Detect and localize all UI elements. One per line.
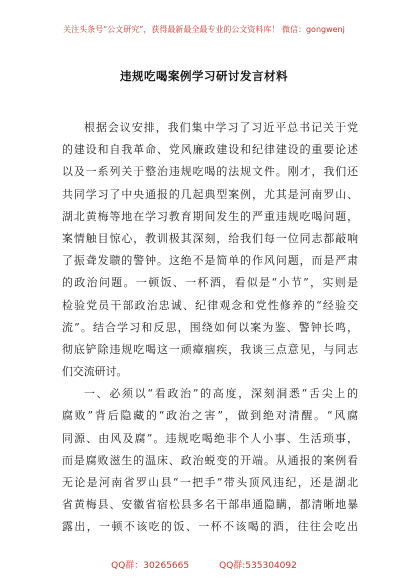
body-line: 案情触目惊心，教训极其深刻，给我们每一位同志都敲响 <box>62 231 358 245</box>
body-line: 露出，一顿不该吃的饭、一杯不该喝的酒，往往会吃出 <box>62 520 358 534</box>
body-line: 共同学习了中央通报的几起典型案例，尤其是河南罗山、 <box>62 187 358 201</box>
body-line: 省黄梅县、安徽省宿松县多名干部串通隐瞒，都清晰地暴 <box>62 498 358 512</box>
document-body <box>62 117 358 539</box>
document-title: 违规吃喝案例学习研讨发言材料 <box>120 69 288 83</box>
body-line: 湖北黄梅等地在学习教育期间发生的严重违规吃喝问题， <box>62 209 358 223</box>
body-line: 以及一系列关于整治违规吃喝的法规文件。刚才，我们还 <box>62 165 358 179</box>
body-line: 彻底铲除违规吃喝这一顽瘴痼疾，我谈三点意见，与同志 <box>62 342 358 356</box>
body-line: 的建设和自我革命、党风廉政建设和纪律建设的重要论述 <box>62 143 358 157</box>
body-line: 同源、由风及腐”。违规吃喝绝非个人小事、生活琐事， <box>62 431 358 445</box>
body-line: 了振聋发聩的警钟。这绝不是简单的作风问题，而是严肃 <box>62 254 358 268</box>
body-line: 检验党员干部政治忠诚、纪律观念和党性修养的“经验交 <box>62 298 358 312</box>
body-line: 的政治问题。一顿饭、一杯酒，看似是“小节”，实则是 <box>62 276 358 290</box>
body-line: 流”。结合学习和反思，围绕如何以案为鉴、警钟长鸣， <box>62 320 358 334</box>
body-line: 而是腐败滋生的温床、政治蜕变的开端。从通报的案例看 <box>62 453 358 467</box>
body-line: 根据会议安排，我们集中学习了习近平总书记关于党 <box>84 121 358 134</box>
body-line: 无论是河南省罗山县“一把手”带头顶风违纪，还是湖北 <box>62 476 358 489</box>
body-line: 们交流研讨。 <box>62 365 128 379</box>
body-line: 一、必须以“看政治”的高度，深刻洞悉“舌尖上的 <box>84 387 358 401</box>
footer <box>0 558 408 571</box>
footer-qq-group-1: QQ群：30265665 <box>111 561 190 571</box>
top-banner: 关注头条号“公文研究”，获得最新最全最专业的公文资料库！ 微信：gongwenj <box>63 25 345 34</box>
footer-qq-group-2: QQ群:535304092 <box>219 561 297 571</box>
body-line: 腐败”背后隐藏的“政治之害”，做到绝对清醒。“风腐 <box>62 409 358 423</box>
